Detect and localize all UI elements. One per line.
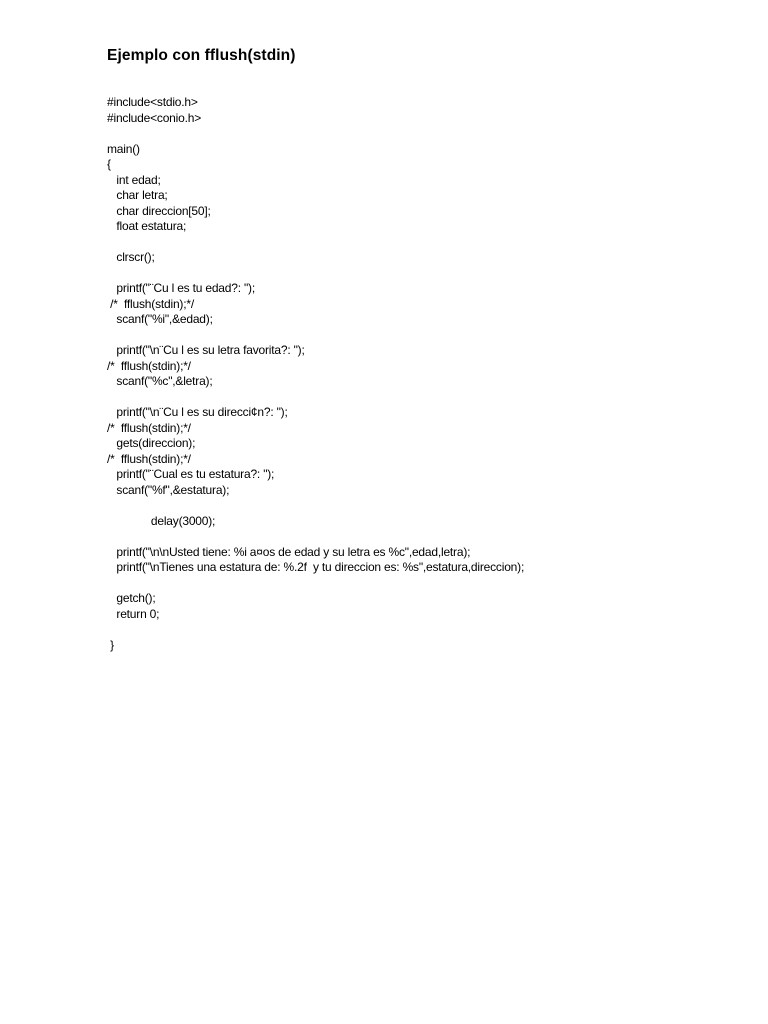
code-line: printf("\n\nUsted tiene: %i a¤os de edad y su letra es %c",edad,letra);: [107, 544, 471, 559]
code-line: printf("¨Cual es tu estatura?: ");: [107, 467, 275, 481]
code-line: getch();: [107, 591, 156, 605]
code-line: printf("\n¨Cu l es su letra favorita?: ");: [107, 343, 305, 357]
code-line: scanf("%i",&edad);: [107, 312, 213, 326]
code-line: printf("\n¨Cu l es su direcci¢n?: ");: [107, 405, 288, 419]
code-line: printf("¨Cu l es tu edad?: ");: [107, 281, 255, 295]
code-line: #include<stdio.h>: [107, 95, 198, 109]
code-line: /* fflush(stdin);*/: [107, 358, 191, 373]
code-line: char direccion[50];: [107, 203, 211, 218]
code-line: /* fflush(stdin);*/: [107, 296, 194, 311]
code-line: printf("\nTienes una estatura de: %.2f y tu direccion es: %s",estatura,direccion);: [107, 560, 525, 574]
code-line: {: [107, 157, 111, 171]
code-line: clrscr();: [107, 250, 155, 264]
code-line: #include<conio.h>: [107, 110, 202, 125]
code-line: int edad;: [107, 172, 161, 187]
code-line: [107, 529, 747, 545]
code-line: [107, 498, 747, 514]
code-block: [107, 95, 747, 653]
code-line: [107, 266, 747, 282]
code-line: [107, 622, 747, 638]
code-line: [107, 126, 747, 142]
code-line: /* fflush(stdin);*/: [107, 420, 191, 435]
code-line: scanf("%c",&letra);: [107, 374, 213, 388]
code-line: /* fflush(stdin);*/: [107, 451, 191, 466]
document-title: Ejemplo con fflush(stdin): [107, 47, 296, 64]
code-line: float estatura;: [107, 219, 187, 233]
code-line: }: [107, 637, 114, 652]
code-line: [107, 328, 747, 344]
code-line: scanf("%f",&estatura);: [107, 482, 230, 497]
code-line: gets(direccion);: [107, 436, 196, 450]
code-line: return 0;: [107, 606, 160, 621]
code-line: delay(3000);: [107, 513, 216, 528]
code-line: [107, 235, 747, 251]
code-line: main(): [107, 141, 140, 156]
code-line: char letra;: [107, 188, 168, 202]
code-line: [107, 390, 747, 406]
code-line: [107, 576, 747, 592]
